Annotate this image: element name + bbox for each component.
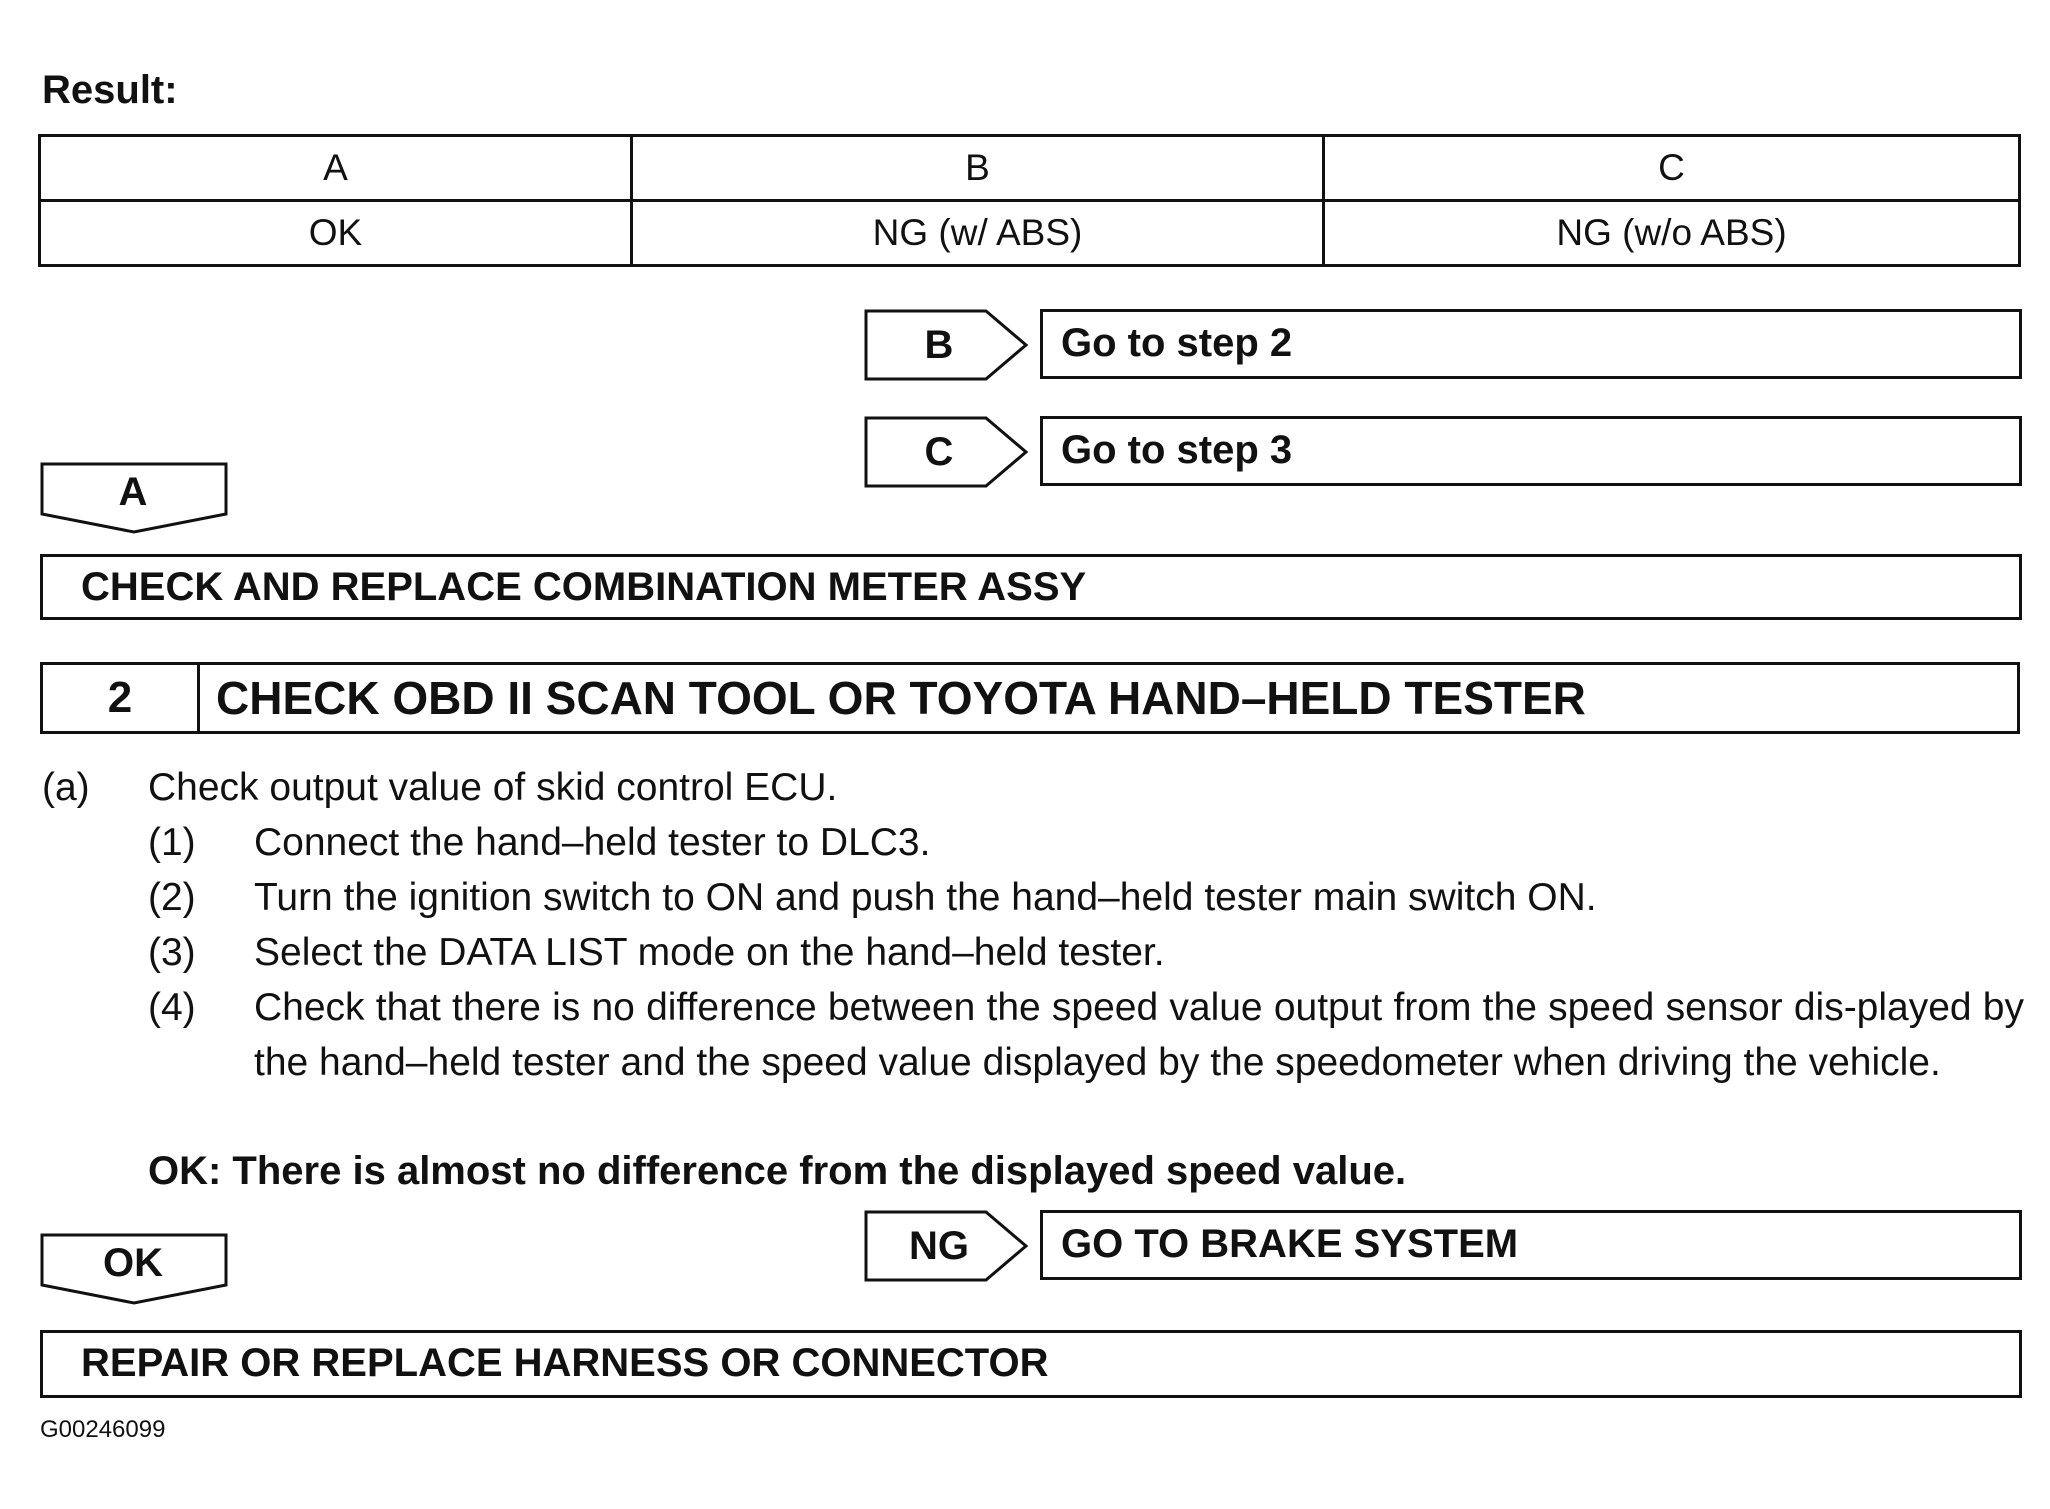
table-header-cell: C <box>1324 136 2020 201</box>
ok-tag-label: OK <box>103 1241 163 1285</box>
branch-tag-label: C <box>924 430 954 474</box>
branch-tag-label: B <box>924 323 954 367</box>
branch-action-box: Go to step 3 <box>1040 416 2022 486</box>
result-a-action-box: CHECK AND REPLACE COMBINATION METER ASSY <box>40 554 2022 620</box>
figure-code: G00246099 <box>40 1416 166 1443</box>
branch-tag-b <box>864 309 1030 381</box>
subitem-marker: (3) <box>148 931 196 974</box>
branch-tag-label: NG <box>909 1224 969 1268</box>
result-table <box>38 134 2021 267</box>
item-a-text: Check output value of skid control ECU. <box>148 766 838 809</box>
table-header-cell: A <box>40 136 632 201</box>
result-a-tag <box>40 462 230 534</box>
result-label: Result: <box>42 68 178 112</box>
table-header-cell: B <box>632 136 1324 201</box>
branch-tag-c <box>864 416 1030 488</box>
table-header-row <box>40 136 2020 201</box>
subitem-text: Select the DATA LIST mode on the hand–held tester. <box>254 931 1165 974</box>
item-a-marker: (a) <box>42 766 90 809</box>
subitem-marker: (2) <box>148 876 196 919</box>
step-title: CHECK OBD II SCAN TOOL OR TOYOTA HAND–HELD TESTER <box>216 672 1586 724</box>
table-row <box>40 201 2020 266</box>
branch-tag-ng <box>864 1210 1030 1282</box>
subitem-text: Connect the hand–held tester to DLC3. <box>254 821 931 864</box>
ok-action-box: REPAIR OR REPLACE HARNESS OR CONNECTOR <box>40 1330 2022 1398</box>
subitem-marker: (1) <box>148 821 196 864</box>
subitem-marker: (4) <box>148 986 196 1029</box>
table-cell: NG (w/o ABS) <box>1324 201 2020 266</box>
table-cell: OK <box>40 201 632 266</box>
ok-tag <box>40 1233 230 1305</box>
step-header <box>40 662 2020 734</box>
ng-action-box: GO TO BRAKE SYSTEM <box>1040 1210 2022 1280</box>
subitem-text: Check that there is no difference between the speed value output from the speed sensor dis-played by the hand–held tester and the speed value displayed by the speedometer when driving the vehicle. <box>254 986 2024 1084</box>
step-number: 2 <box>43 665 200 731</box>
ok-criteria: OK: There is almost no difference from the displayed speed value. <box>148 1149 1407 1193</box>
branch-action-box: Go to step 2 <box>1040 309 2022 379</box>
result-a-tag-label: A <box>118 470 148 514</box>
table-cell: NG (w/ ABS) <box>632 201 1324 266</box>
subitem-text: Turn the ignition switch to ON and push the hand–held tester main switch ON. <box>254 876 1597 919</box>
